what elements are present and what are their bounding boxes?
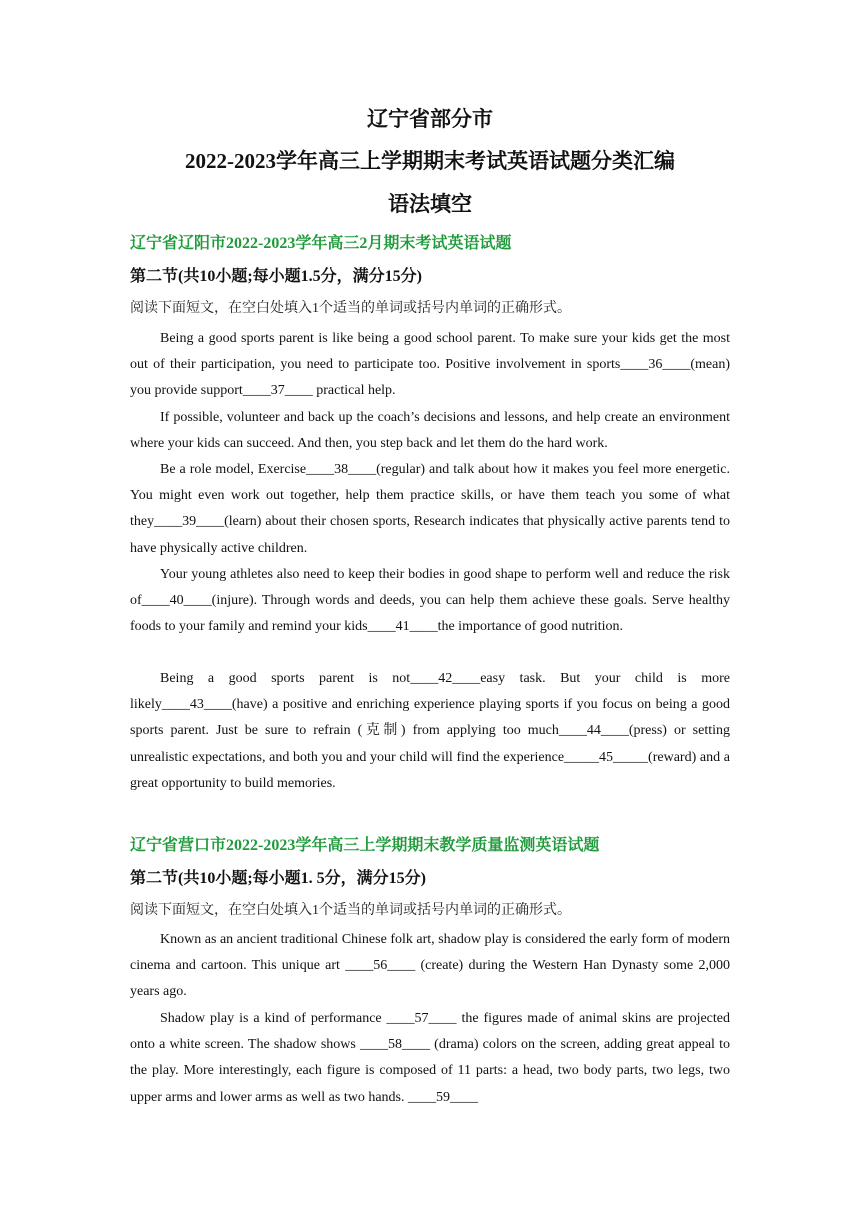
section2-source-heading: 辽宁省营口市2022-2023学年高三上学期期末教学质量监测英语试题 (130, 837, 600, 854)
section1-paragraph-5: Being a good sports parent is not____42____easy task. But your child is more likely____43____(have) a positive and enriching experience playing sports if you focus on being a good sports parent. Just be sure to refrain (克制) from applying too much____44____(press) or setting unrealistic expectations, and both you and your child will find the experience_____45_____(reward) and a great opportunity to build memories. (130, 671, 730, 791)
section1-paragraph-2: If possible, volunteer and back up the coach’s decisions and lessons, and help create an environment where your kids can succeed. And then, you step back and let them do the hard work. (130, 410, 730, 452)
section2-part-heading: 第二节(共10小题;每小题1. 5分，满分15分) (130, 870, 426, 887)
section1-instruction: 阅读下面短文，在空白处填入1个适当的单词或括号内单词的正确形式。 (130, 301, 571, 316)
section1-part-heading: 第二节(共10小题;每小题1.5分，满分15分) (130, 268, 422, 285)
section2-instruction: 阅读下面短文，在空白处填入1个适当的单词或括号内单词的正确形式。 (130, 903, 571, 918)
section2-paragraph-1: Known as an ancient traditional Chinese folk art, shadow play is considered the early form of modern cinema and cartoon. This unique art ____56____ (create) during the Western Han Dynasty some 2,000 years ago. (130, 932, 730, 1000)
section1-paragraph-1: Being a good sports parent is like being a good school parent. To make sure your kids get the most out of their participation, you need to participate too. Positive involvement in sports____36____(mean) you provide support____37____ practical help. (130, 331, 730, 399)
doc-title-topic: 语法填空 (388, 192, 472, 216)
section1-paragraph-3: Be a role model, Exercise____38____(regular) and talk about how it makes you feel more energetic. You might even work out together, help them practice skills, or have them teach you some of what they____39____(learn) about their chosen sports, Research indicates that physically active parents tend to have physically active children. (130, 462, 730, 556)
section1-source-heading: 辽宁省辽阳市2022-2023学年高三2月期末考试英语试题 (130, 235, 512, 252)
section1-paragraph-4: Your young athletes also need to keep their bodies in good shape to perform well and reduce the risk of____40____(injure). Through words and deeds, you can help them achieve these goals. Serve healthy foods to your family and remind your kids____41____the importance of good nutrition. (130, 567, 730, 635)
doc-title-main: 2022-2023学年高三上学期期末考试英语试题分类汇编 (185, 149, 675, 173)
section2-paragraph-2: Shadow play is a kind of performance ____57____ the figures made of animal skins are projected onto a white screen. The shadow shows ____58____ (drama) colors on the screen, adding great appeal to the play. More interestingly, each figure is composed of 11 parts: a head, two body parts, two legs, two upper arms and lower arms as well as two hands. ____59____ (130, 1011, 730, 1105)
doc-title-region: 辽宁省部分市 (367, 107, 493, 131)
